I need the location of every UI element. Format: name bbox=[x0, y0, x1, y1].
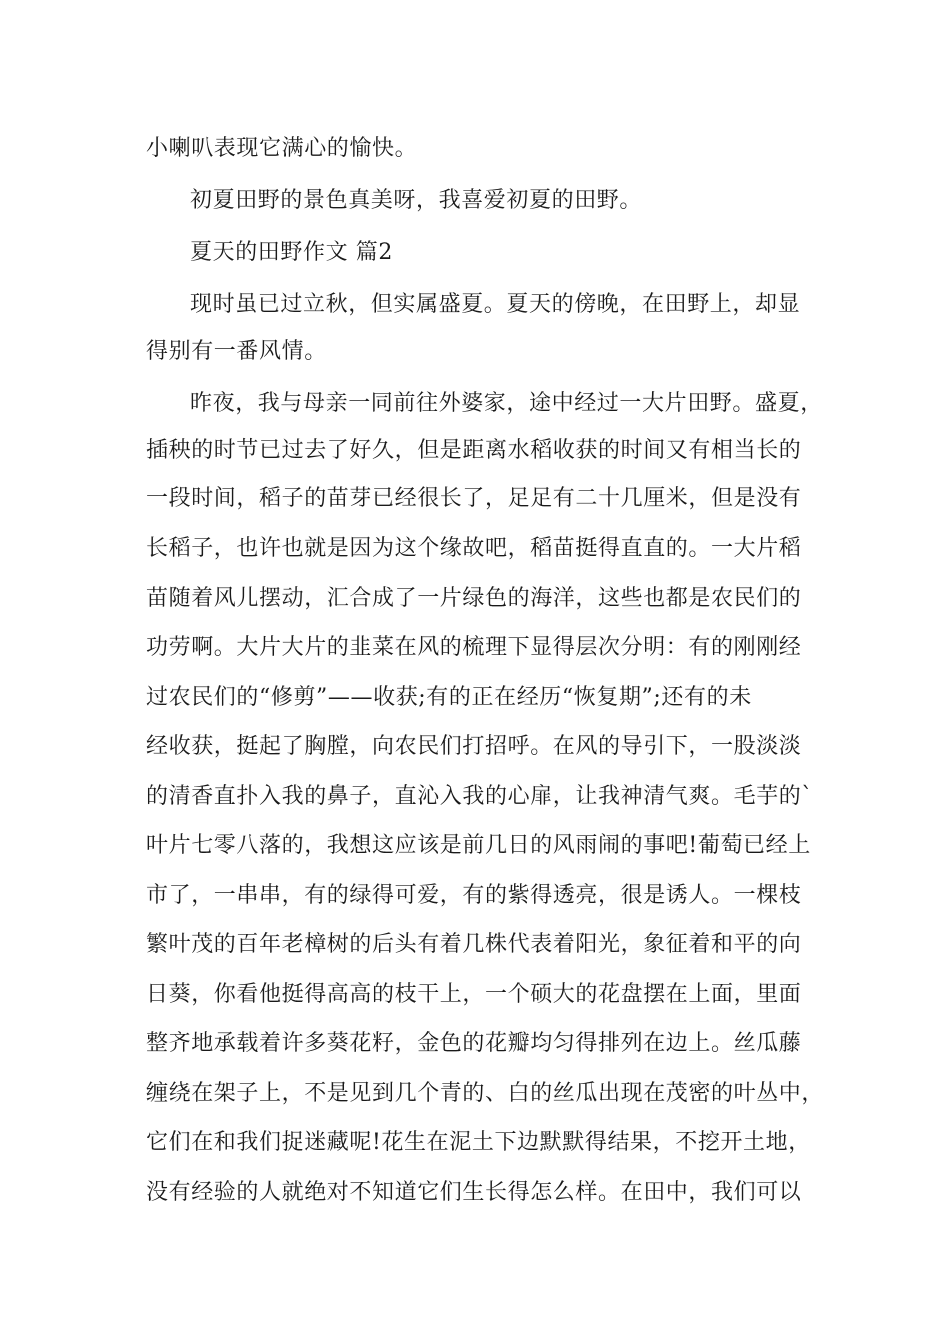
text-line: 缠绕在架子上，不是见到几个青的、白的丝瓜出现在茂密的叶丛中， bbox=[146, 1081, 825, 1106]
section-heading: 夏天的田野作文 篇2 bbox=[190, 240, 393, 265]
text-line: 叶片七零八落的，我想这应该是前几日的风雨闹的事吧!葡萄已经上 bbox=[146, 833, 811, 858]
text-line: 得别有一番风情。 bbox=[146, 339, 327, 364]
text-line: 昨夜，我与母亲一同前往外婆家，途中经过一大片田野。盛夏， bbox=[190, 391, 823, 416]
text-line: 繁叶茂的百年老樟树的后头有着几株代表着阳光，象征着和平的向 bbox=[146, 932, 802, 957]
text-line: 经收获，挺起了胸膛，向农民们打招呼。在风的导引下，一股淡淡 bbox=[146, 734, 802, 759]
text-line: 它们在和我们捉迷藏呢!花生在泥土下边默默得结果，不挖开土地， bbox=[146, 1130, 811, 1155]
text-line: 没有经验的人就绝对不知道它们生长得怎么样。在田中，我们可以 bbox=[146, 1180, 802, 1205]
text-line: 长稻子，也许也就是因为这个缘故吧，稻苗挺得直直的。一大片稻 bbox=[146, 536, 802, 561]
text-line: 一段时间，稻子的苗芽已经很长了，足足有二十几厘米，但是没有 bbox=[146, 486, 802, 511]
text-line: 小喇叭表现它满心的愉快。 bbox=[146, 136, 418, 161]
text-line: 初夏田野的景色真美呀，我喜爱初夏的田野。 bbox=[190, 188, 643, 213]
text-line: 的清香直扑入我的鼻子，直沁入我的心扉，让我神清气爽。毛芋的` bbox=[146, 784, 814, 809]
text-line: 市了，一串串，有的绿得可爱，有的紫得透亮，很是诱人。一棵枝 bbox=[146, 883, 802, 908]
text-line: 日葵，你看他挺得高高的枝干上，一个硕大的花盘摆在上面，里面 bbox=[146, 982, 802, 1007]
text-line: 插秧的时节已过去了好久，但是距离水稻收获的时间又有相当长的 bbox=[146, 438, 802, 463]
text-line: 功劳啊。大片大片的韭菜在风的梳理下显得层次分明：有的刚刚经 bbox=[146, 635, 802, 660]
text-line: 过农民们的“修剪”——收获;有的正在经历“恢复期”;还有的未 bbox=[146, 685, 752, 710]
text-line: 苗随着风儿摆动，汇合成了一片绿色的海洋，这些也都是农民们的 bbox=[146, 586, 802, 611]
text-line: 整齐地承载着许多葵花籽，金色的花瓣均匀得排列在边上。丝瓜藤 bbox=[146, 1031, 802, 1056]
text-line: 现时虽已过立秋，但实属盛夏。夏天的傍晚，在田野上，却显 bbox=[190, 292, 801, 317]
